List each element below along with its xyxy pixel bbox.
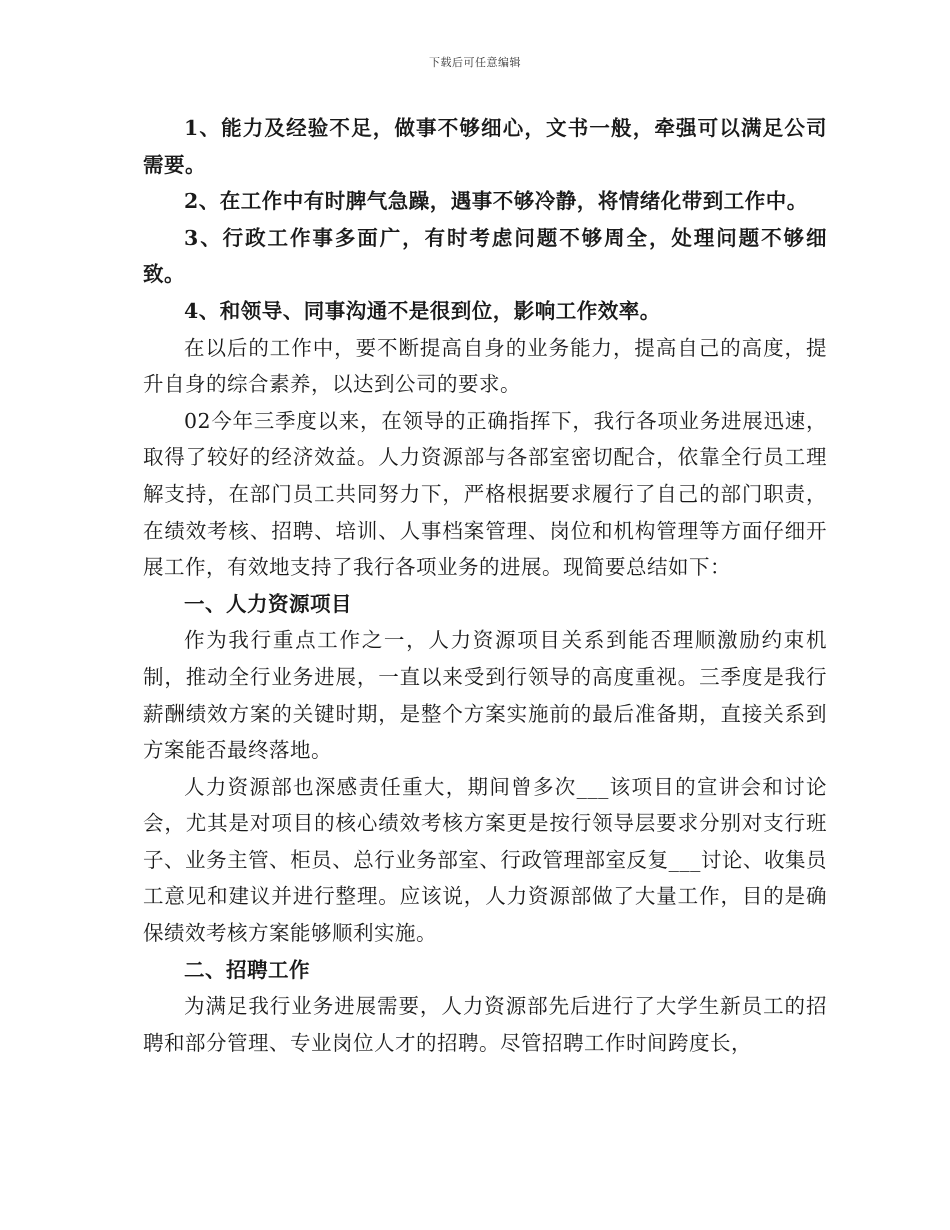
summary-intro-paragraph: 02今年三季度以来，在领导的正确指挥下，我行各项业务进展迅速，取得了较好的经济效益。人力资源部与各部室密切配合，依靠全行员工理解支持，在部门员工共同努力下，严格根据要求履行了自己的部门职责，在绩效考核、招聘、培训、人事档案管理、岗位和机构管理等方面仔细开展工作，有效地支持了我行各项业务的进展。现简要总结如下： — [143, 408, 827, 580]
item-4-paragraph: 4、和领导、同事沟通不是很到位，影响工作效率。 — [184, 298, 661, 323]
page-header: 下载后可任意编辑 — [429, 56, 521, 69]
document-body — [143, 110, 827, 1061]
hr-project-paragraph-2: 人力资源部也深感责任重大，期间曾多次___该项目的宣讲会和讨论会，尤其是对项目的核心绩效考核方案更是按行领导层要求分别对支行班子、业务主管、柜员、总行业务部室、行政管理部室反复___讨论、收集员工意见和建议并进行整理。应该说，人力资源部做了大量工作，目的是确保绩效考核方案能够顺利实施。 — [143, 774, 827, 946]
section-heading-recruitment: 二、招聘工作 — [184, 957, 310, 982]
hr-project-paragraph-1: 作为我行重点工作之一，人力资源项目关系到能否理顺激励约束机制，推动全行业务进展，一直以来受到行领导的高度重视。三季度是我行薪酬绩效方案的关键时期，是整个方案实施前的最后准备期，直接关系到方案能否最终落地。 — [143, 628, 827, 763]
item-3-paragraph: 3、行政工作事多面广，有时考虑问题不够周全，处理问题不够细致。 — [143, 225, 827, 287]
recruitment-paragraph: 为满足我行业务进展需要，人力资源部先后进行了大学生新员工的招聘和部分管理、专业岗位人才的招聘。尽管招聘工作时间跨度长， — [143, 994, 827, 1055]
improvement-paragraph: 在以后的工作中，要不断提高自身的业务能力，提高自己的高度，提升自身的综合素养，以达到公司的要求。 — [143, 335, 827, 397]
section-heading-hr-project: 一、人力资源项目 — [184, 591, 352, 616]
item-1-paragraph: 1、能力及经验不足，做事不够细心，文书一般，牵强可以满足公司需要。 — [143, 116, 827, 177]
item-2-paragraph: 2、在工作中有时脾气急躁，遇事不够冷静，将情绪化带到工作中。 — [184, 189, 808, 214]
